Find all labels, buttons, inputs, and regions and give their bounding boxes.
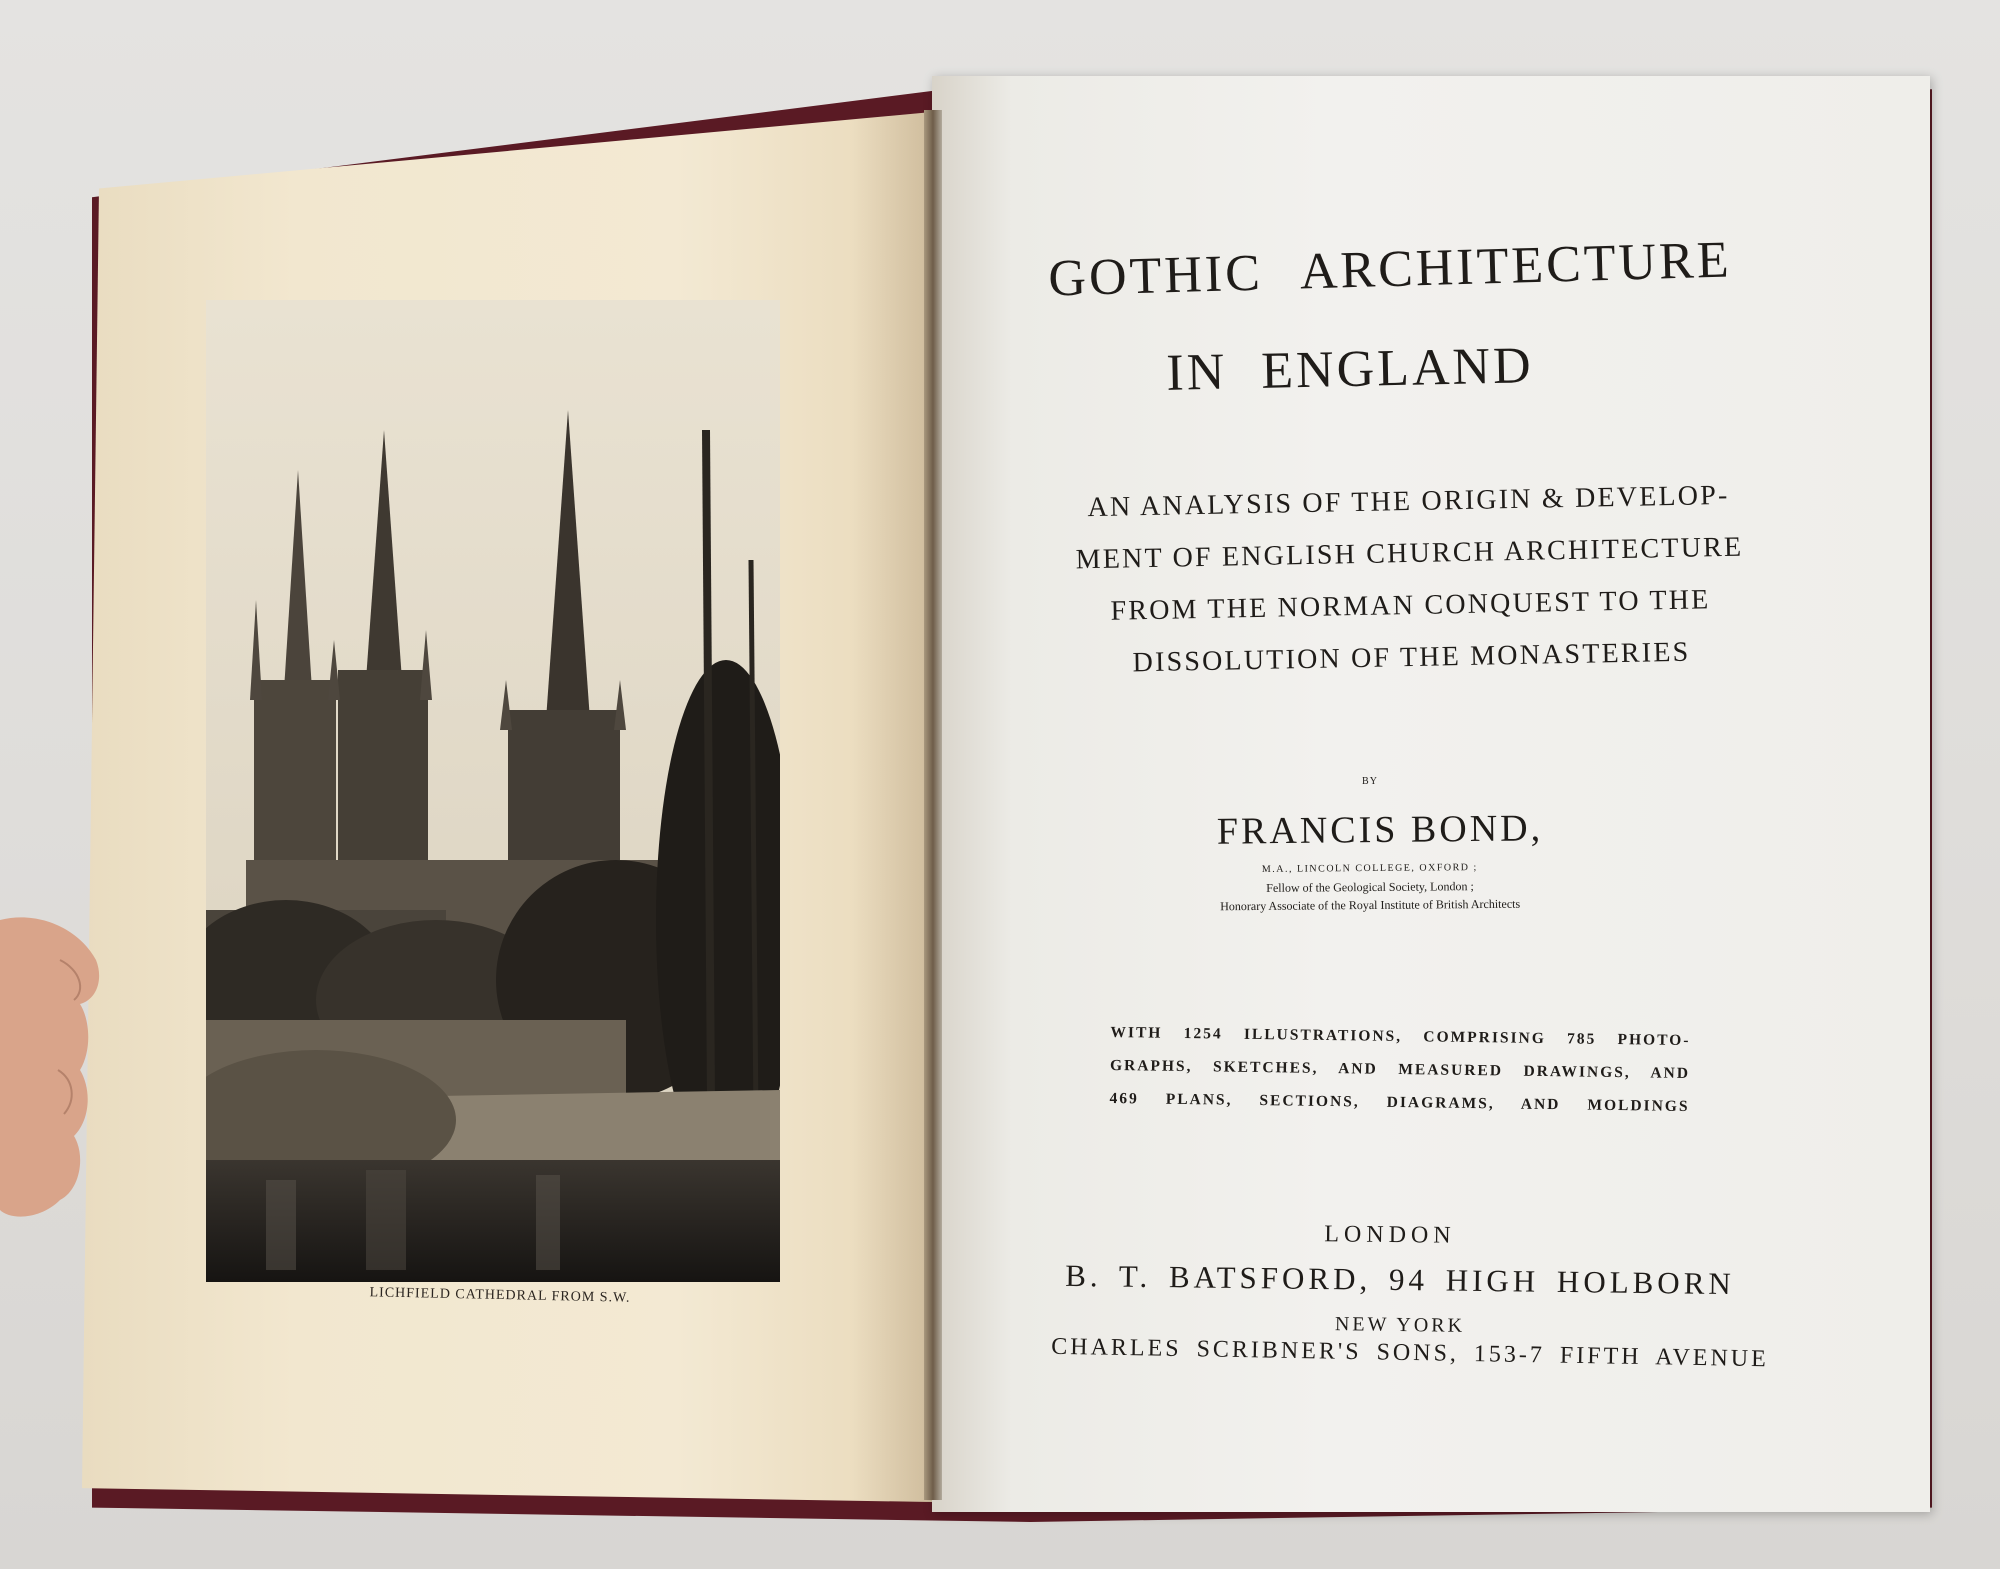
subtitle-line: MENT OF ENGLISH CHURCH ARCHITECTURE: [1075, 531, 1744, 576]
credential-line: Fellow of the Geological Society, London ;: [1266, 879, 1474, 895]
credential-line: Honorary Associate of the Royal Institute of British Architects: [1220, 896, 1521, 914]
book-gutter: [924, 110, 942, 1500]
illustrations-line: GRAPHS, SKETCHES, AND MEASURED DRAWINGS, AND: [1109, 1056, 1691, 1083]
credential-line: M.A., LINCOLN COLLEGE, OXFORD ;: [1261, 862, 1478, 875]
cathedral-photograph: [206, 300, 780, 1282]
illustrations-note: [1109, 1016, 1690, 1123]
subtitle-line: FROM THE NORMAN CONQUEST TO THE: [1110, 584, 1711, 627]
book-title-line-2: IN ENGLAND: [1165, 337, 1535, 402]
imprint-city-london: LONDON: [1324, 1221, 1456, 1249]
book-title-line-1: GOTHIC ARCHITECTURE: [1047, 231, 1733, 308]
illustrations-line: 469 PLANS, SECTIONS, DIAGRAMS, AND MOLDINGS: [1109, 1089, 1690, 1116]
imprint-publisher-scribner: CHARLES SCRIBNER'S SONS, 153-7 FIFTH AVENUE: [1051, 1333, 1770, 1373]
author-credentials: [1110, 858, 1630, 917]
imprint-city-new-york: NEW YORK: [1334, 1313, 1466, 1337]
illustrations-line: WITH 1254 ILLUSTRATIONS, COMPRISING 785 PHOTO-: [1110, 1023, 1691, 1050]
subtitle-line: DISSOLUTION OF THE MONASTERIES: [1132, 636, 1691, 679]
by-label: BY: [1362, 776, 1378, 787]
imprint-publisher-batsford: B. T. BATSFORD, 94 HIGH HOLBORN: [1065, 1257, 1735, 1302]
author-name: FRANCIS BOND,: [1216, 807, 1544, 853]
photo-caption: LICHFIELD CATHEDRAL FROM S.W.: [369, 1285, 631, 1306]
cathedral-photo-drawing: [206, 300, 780, 1282]
hand: [0, 900, 120, 1260]
subtitle-line: AN ANALYSIS OF THE ORIGIN & DEVELOP-: [1087, 479, 1730, 524]
book-subtitle: [1038, 469, 1782, 691]
